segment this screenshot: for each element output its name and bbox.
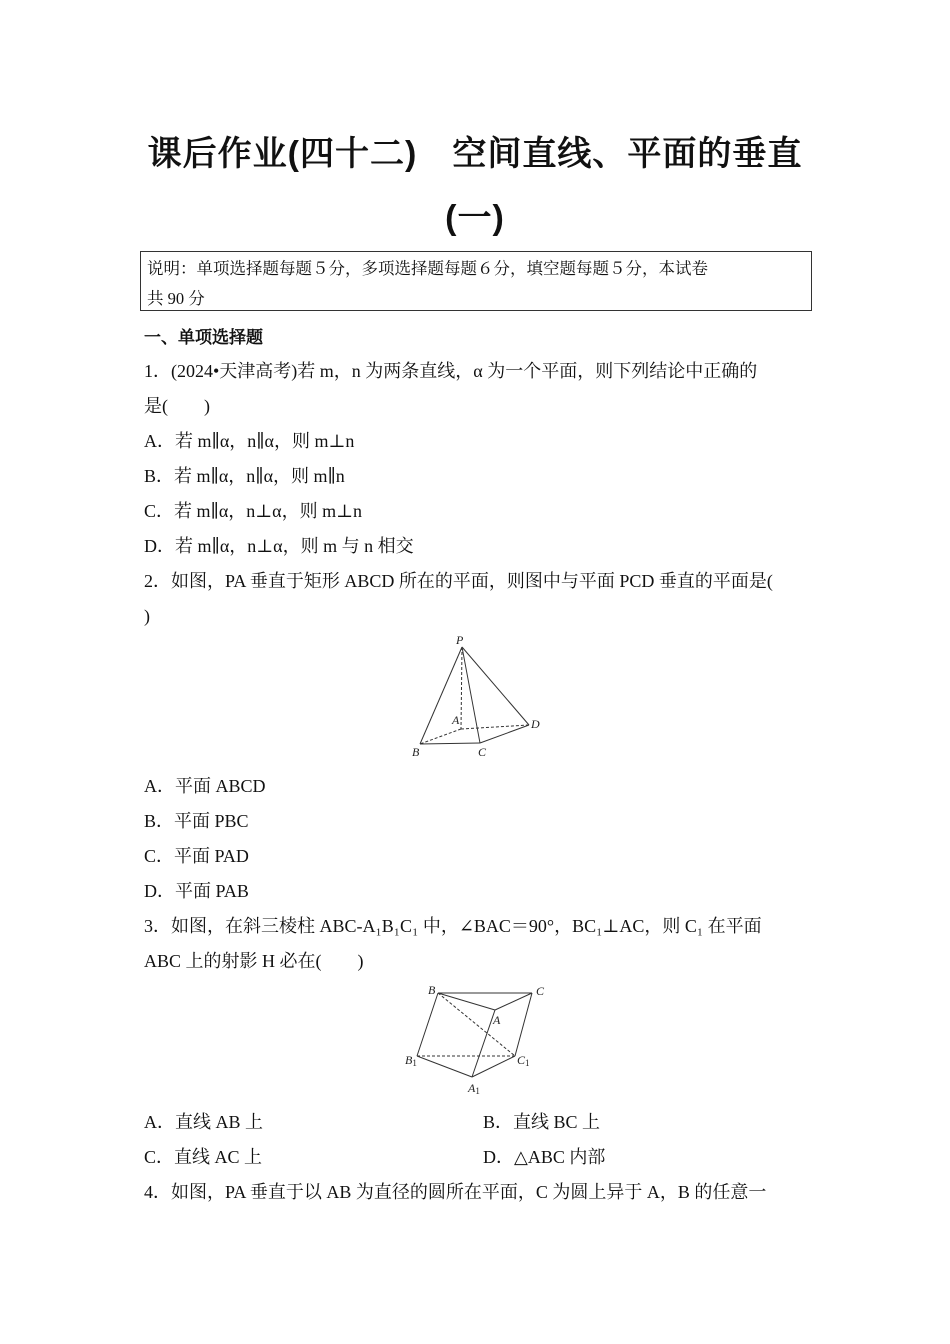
q3-option-b: B．直线 BC 上 [483,1112,601,1132]
label-b: B [412,745,420,759]
label-b: B [428,983,436,997]
q1-option-c: C．若 m∥α，n⊥α，则 m⊥n [144,501,363,521]
q3-stem-line1: 3．如图，在斜三棱柱 ABC-A₁B₁C₁ 中，∠BAC＝90°，BC₁⊥AC，则 C₁ 在平面 [144,916,762,936]
q1-option-a: A．若 m∥α，n∥α，则 m⊥n [144,431,355,451]
label-a: A [493,1013,501,1027]
label-b1: B1 [405,1053,417,1068]
edge-bc1 [438,993,515,1056]
q4-stem-line1: 4．如图，PA 垂直于以 AB 为直径的圆所在平面，C 为圆上异于 A，B 的任意一 [144,1182,767,1202]
q2-option-b: B．平面 PBC [144,811,249,831]
page-title-line2: (一) [445,199,505,237]
edge-bb1 [417,993,438,1056]
edge-pa [461,647,462,729]
edge-ab [420,729,461,744]
q2-stem-line2: ) [144,606,150,626]
label-d: D [531,717,540,731]
q3-option-c: C．直线 AC 上 [144,1147,263,1167]
q2-pyramid-figure [405,633,550,761]
q2-stem-line1: 2．如图，PA 垂直于矩形 ABCD 所在的平面，则图中与平面 PCD 垂直的平面是( [144,571,773,591]
q3-prism-figure [398,980,548,1100]
edge-bc [420,743,480,744]
label-c: C [478,745,487,759]
q2-option-d: D．平面 PAB [144,881,249,901]
q1-stem-line1: 1．(2024•天津高考)若 m，n 为两条直线，α 为一个平面，则下列结论中正确的 [144,361,758,381]
label-a1: A1 [468,1081,480,1096]
edge-b1a1 [417,1056,472,1077]
edge-pd [462,647,529,725]
instructions-box [140,251,812,311]
edge-ac [495,993,532,1010]
q3-option-a: A．直线 AB 上 [144,1112,264,1132]
q1-option-d: D．若 m∥α，n⊥α，则 m 与 n 相交 [144,536,414,556]
label-c: C [536,984,545,998]
edge-pb [420,647,462,744]
label-a: A [452,713,460,727]
edge-ba [438,993,495,1010]
q2-option-c: C．平面 PAD [144,846,249,866]
edge-cc1 [515,993,532,1056]
page-title-line1: 课后作业(四十二) 空间直线、平面的垂直 [147,135,803,173]
instructions-line2: 共 90 分 [147,289,205,308]
label-c1: C1 [517,1053,530,1068]
q2-option-a: A．平面 ABCD [144,776,266,796]
instructions-line1: 说明：单项选择题每题５分，多项选择题每题６分，填空题每题５分，本试卷 [147,259,708,278]
q3-stem-line2: ABC 上的射影 H 必在( ) [144,951,364,971]
q1-option-b: B．若 m∥α，n∥α，则 m∥n [144,466,345,486]
q3-option-d: D．△ABC 内部 [483,1147,606,1167]
section-heading-single-choice: 一、单项选择题 [144,328,263,347]
q1-stem-line2: 是( ) [144,396,210,416]
label-p: P [456,633,464,647]
